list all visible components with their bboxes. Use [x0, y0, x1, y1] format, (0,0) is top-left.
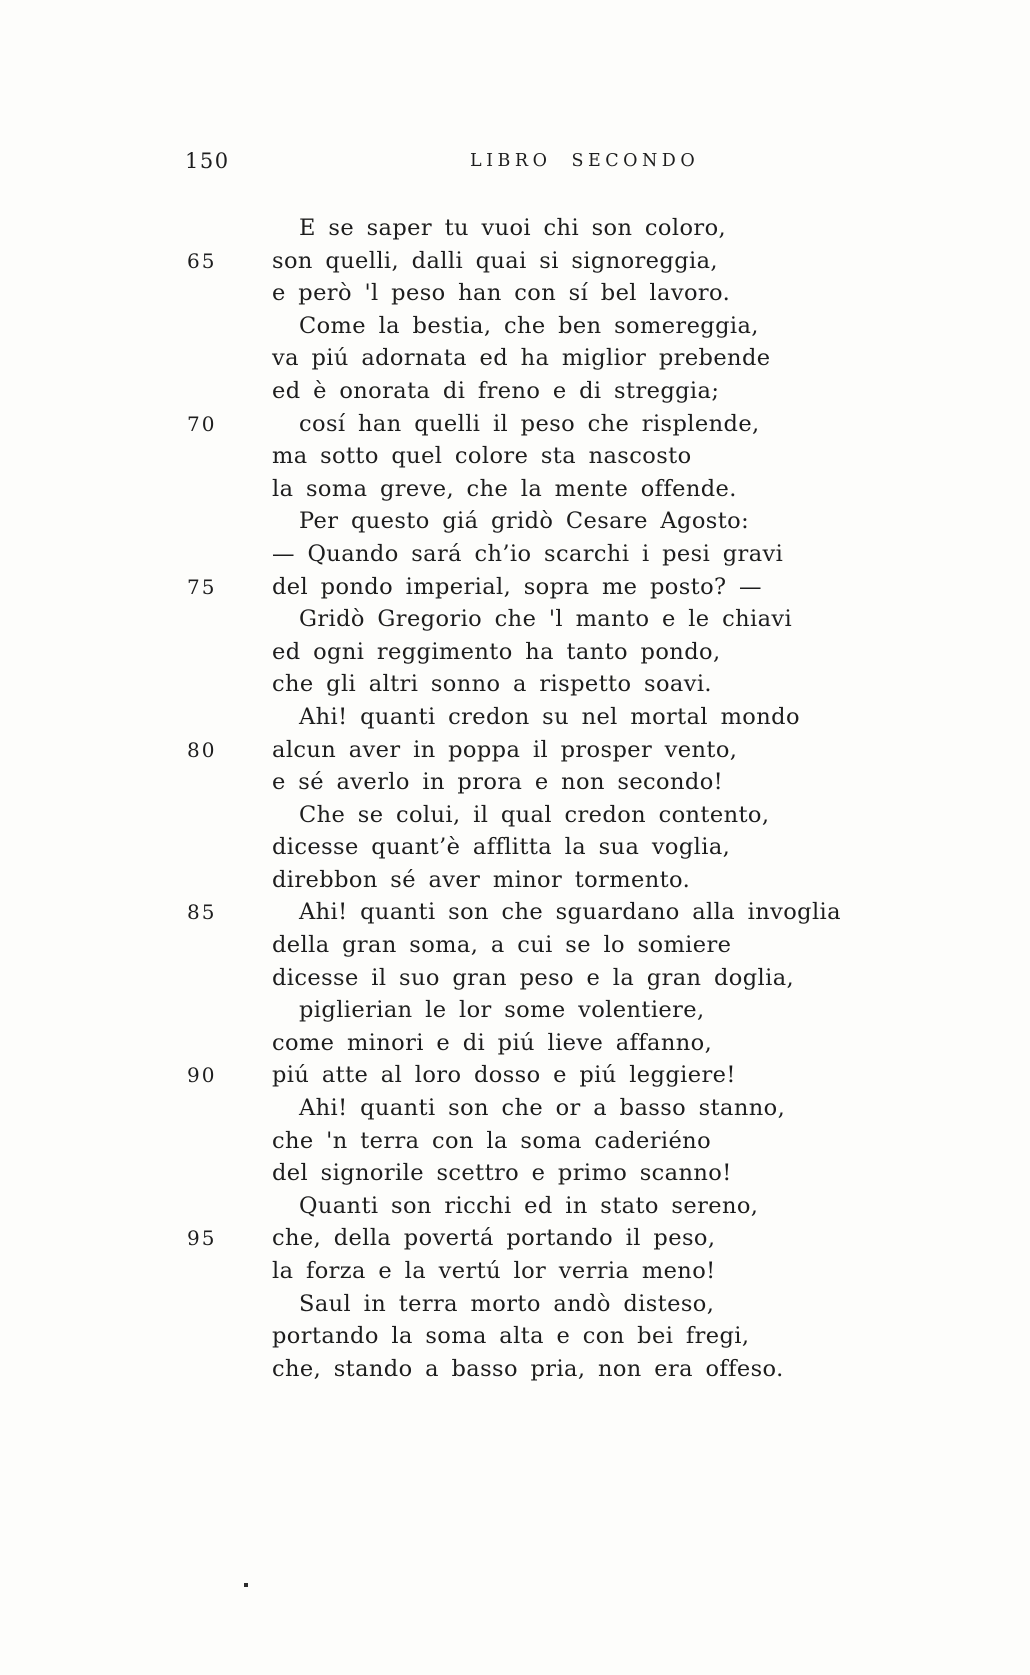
poem-line	[0, 734, 1030, 767]
verse-number: 90	[187, 1063, 217, 1088]
verse-text: ma sotto quel colore sta nascosto	[272, 443, 692, 470]
poem-line	[0, 962, 1030, 995]
poem-line	[0, 440, 1030, 473]
poem-line	[0, 668, 1030, 701]
poem-line	[0, 896, 1030, 929]
verse-text: del pondo imperial, sopra me posto? —	[272, 573, 762, 600]
verse-text: Gridò Gregorio che 'l manto e le chiavi	[299, 606, 793, 633]
poem-line	[0, 342, 1030, 375]
verse-text: Ahi! quanti son che sguardano alla invoglia	[299, 899, 841, 926]
ink-speck	[244, 1583, 248, 1587]
verse-number: 95	[187, 1226, 217, 1251]
poem-line	[0, 864, 1030, 897]
verse-text: Come la bestia, che ben somereggia,	[299, 312, 759, 339]
poem-line	[0, 1320, 1030, 1353]
verse-text: portando la soma alta e con bei fregi,	[272, 1323, 750, 1350]
poem-line	[0, 766, 1030, 799]
poem-line	[0, 375, 1030, 408]
poem-line	[0, 1288, 1030, 1321]
verse-text: la soma greve, che la mente offende.	[272, 475, 737, 502]
verse-text: Ahi! quanti son che or a basso stanno,	[299, 1095, 786, 1122]
poem-line	[0, 277, 1030, 310]
verse-text: direbbon sé aver minor tormento.	[272, 866, 691, 893]
poem-line	[0, 1222, 1030, 1255]
poem-line	[0, 505, 1030, 538]
poem-text-block	[0, 212, 1030, 1385]
poem-line	[0, 636, 1030, 669]
verse-text: — Quando sará ch’io scarchi i pesi gravi	[272, 540, 784, 567]
verse-text: son quelli, dalli quai si signoreggia,	[272, 247, 718, 274]
poem-line	[0, 1157, 1030, 1190]
poem-line	[0, 1059, 1030, 1092]
verse-text: cosí han quelli il peso che risplende,	[299, 410, 760, 437]
poem-line	[0, 831, 1030, 864]
poem-line	[0, 408, 1030, 441]
verse-text: che, della povertá portando il peso,	[272, 1225, 716, 1252]
poem-line	[0, 1353, 1030, 1386]
verse-text: dicesse quant’è afflitta la sua voglia,	[272, 834, 731, 861]
verse-text: ed è onorata di freno e di streggia;	[272, 377, 720, 404]
poem-line	[0, 1255, 1030, 1288]
verse-text: alcun aver in poppa il prosper vento,	[272, 736, 738, 763]
verse-text: Che se colui, il qual credon contento,	[299, 801, 770, 828]
poem-line	[0, 310, 1030, 343]
poem-line	[0, 1027, 1030, 1060]
verse-text: della gran soma, a cui se lo somiere	[272, 932, 732, 959]
verse-number: 80	[187, 737, 217, 762]
poem-line	[0, 245, 1030, 278]
poem-line	[0, 538, 1030, 571]
verse-text: del signorile scettro e primo scanno!	[272, 1160, 732, 1187]
poem-line	[0, 799, 1030, 832]
verse-number: 75	[187, 574, 217, 599]
poem-line	[0, 473, 1030, 506]
poem-line	[0, 1190, 1030, 1223]
poem-line	[0, 212, 1030, 245]
verse-number: 85	[187, 900, 217, 925]
verse-text: piú atte al loro dosso e piú leggiere!	[272, 1062, 736, 1089]
poem-line	[0, 929, 1030, 962]
poem-line	[0, 1125, 1030, 1158]
verse-text: ed ogni reggimento ha tanto pondo,	[272, 638, 721, 665]
poem-line	[0, 571, 1030, 604]
verse-text: Quanti son ricchi ed in stato sereno,	[299, 1192, 759, 1219]
poem-line	[0, 1092, 1030, 1125]
page-number: 150	[185, 149, 230, 173]
verse-text: va piú adornata ed ha miglior prebende	[272, 345, 771, 372]
verse-number: 65	[187, 248, 217, 273]
verse-text: piglierian le lor some volentiere,	[299, 997, 705, 1024]
verse-text: che, stando a basso pria, non era offeso.	[272, 1355, 784, 1382]
verse-text: e però 'l peso han con sí bel lavoro.	[272, 280, 731, 307]
verse-text: Per questo giá gridò Cesare Agosto:	[299, 508, 750, 535]
verse-text: Ahi! quanti credon su nel mortal mondo	[299, 703, 800, 730]
verse-number: 70	[187, 411, 217, 436]
verse-text: la forza e la vertú lor verria meno!	[272, 1258, 716, 1284]
verse-text: e sé averlo in prora e non secondo!	[272, 769, 724, 796]
running-head: LIBRO SECONDO	[470, 151, 700, 171]
verse-text: E se saper tu vuoi chi son coloro,	[299, 215, 727, 241]
poem-line	[0, 701, 1030, 734]
verse-text: Saul in terra morto andò disteso,	[299, 1290, 715, 1317]
verse-text: che 'n terra con la soma caderiéno	[272, 1127, 712, 1154]
verse-text: come minori e di piú lieve affanno,	[272, 1029, 713, 1056]
verse-text: dicesse il suo gran peso e la gran doglia,	[272, 964, 795, 991]
verse-text: che gli altri sonno a rispetto soavi.	[272, 671, 712, 698]
poem-line	[0, 994, 1030, 1027]
poem-line	[0, 603, 1030, 636]
